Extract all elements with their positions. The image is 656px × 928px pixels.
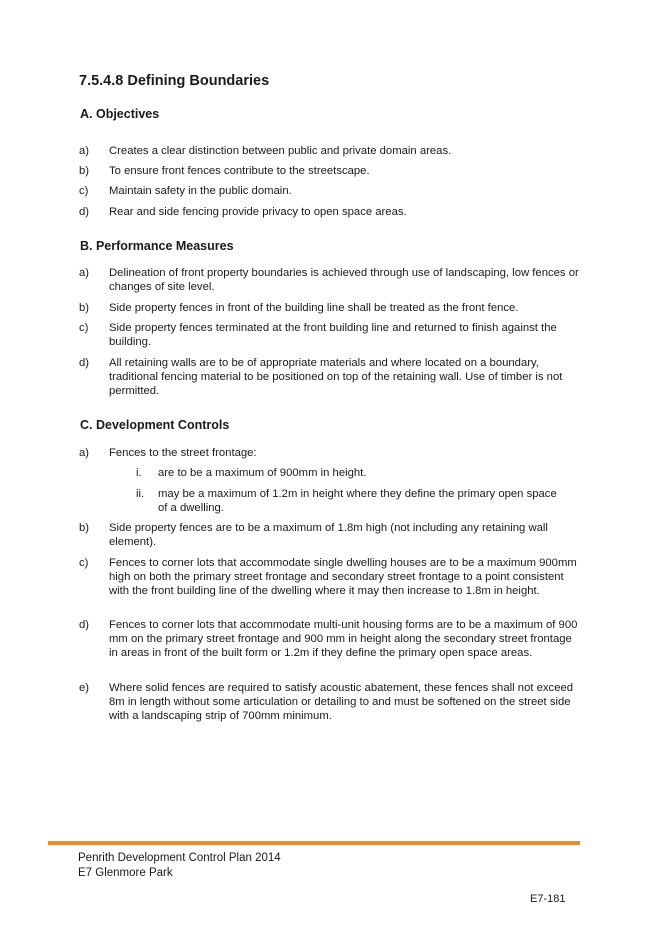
list-marker: c) [79,185,89,197]
list-item [79,681,579,723]
list-marker: a) [79,267,90,279]
list-marker: a) [79,145,90,157]
page-title: 7.5.4.8 Defining Boundaries [79,73,270,89]
list-item [79,556,579,598]
list-text: Rear and side fencing provide privacy to open space areas. [109,206,407,218]
objectives-heading: A. Objectives [80,107,160,121]
list-text: Where solid fences are required to satisfy acoustic abatement, these fences shall not exceed 8m in length without some articulation or detailing to and must be softened on the street side with a landscaping strip of 700mm minimum. [109,682,574,722]
sub-list-marker: i. [136,467,142,479]
list-item [79,356,579,398]
footer-rule [48,841,580,845]
list-marker: c) [79,557,89,569]
list-marker: c) [79,322,89,334]
sub-list-marker: ii. [136,488,145,500]
list-item [79,205,579,219]
list-text: Fences to corner lots that accommodate multi-unit housing forms are to be a maximum of 900 mm on the primary street frontage and 900 mm in height along the secondary street frontage in areas in front of the built form or 1.2m if they define the primary open space areas. [109,619,578,659]
list-marker: b) [79,522,90,534]
list-marker: d) [79,206,90,218]
list-text: Side property fences are to be a maximum of 1.8m high (not including any retaining wall element). [109,522,548,548]
list-item [79,144,579,158]
footer-section-title: E7 Glenmore Park [78,867,173,879]
controls-heading: C. Development Controls [80,418,230,432]
list-text: Fences to the street frontage: [109,447,257,459]
list-marker: d) [79,619,90,631]
page-number: E7-181 [530,893,566,905]
list-text: Fences to corner lots that accommodate single dwelling houses are to be a maximum 900mm high on both the primary street frontage and secondary street frontage to a point consistent with the front building line of the dwelling where it may then increase to 1.8m in height. [109,557,577,597]
sub-list-item [130,487,560,515]
list-marker: b) [79,302,90,314]
footer-document-title: Penrith Development Control Plan 2014 [78,852,281,864]
performance-heading: B. Performance Measures [80,239,234,253]
list-text: Side property fences in front of the building line shall be treated as the front fence. [109,302,519,314]
list-text: Delineation of front property boundaries is achieved through use of landscaping, low fences or changes of site level. [109,267,579,293]
list-marker: b) [79,165,90,177]
list-text: Creates a clear distinction between public and private domain areas. [109,145,452,157]
list-text: All retaining walls are to be of appropriate materials and where located on a boundary, traditional fencing material to be positioned on top of the retaining wall. Use of timber is not permitted. [109,357,563,397]
list-text: Side property fences terminated at the front building line and returned to finish against the building. [109,322,557,348]
list-item [79,164,579,178]
list-item [79,266,579,294]
list-marker: e) [79,682,90,694]
list-marker: a) [79,447,90,459]
list-marker: d) [79,357,90,369]
list-item [79,618,579,660]
list-item [79,184,579,198]
list-item [79,321,579,349]
sub-list-text: are to be a maximum of 900mm in height. [158,467,367,479]
sub-list-item [130,466,560,480]
sub-list-text: may be a maximum of 1.2m in height where they define the primary open space of a dwelling. [158,488,557,514]
list-item [79,521,579,549]
list-text: To ensure front fences contribute to the streetscape. [109,165,370,177]
list-item [79,446,579,460]
list-item [79,301,579,315]
list-text: Maintain safety in the public domain. [109,185,292,197]
